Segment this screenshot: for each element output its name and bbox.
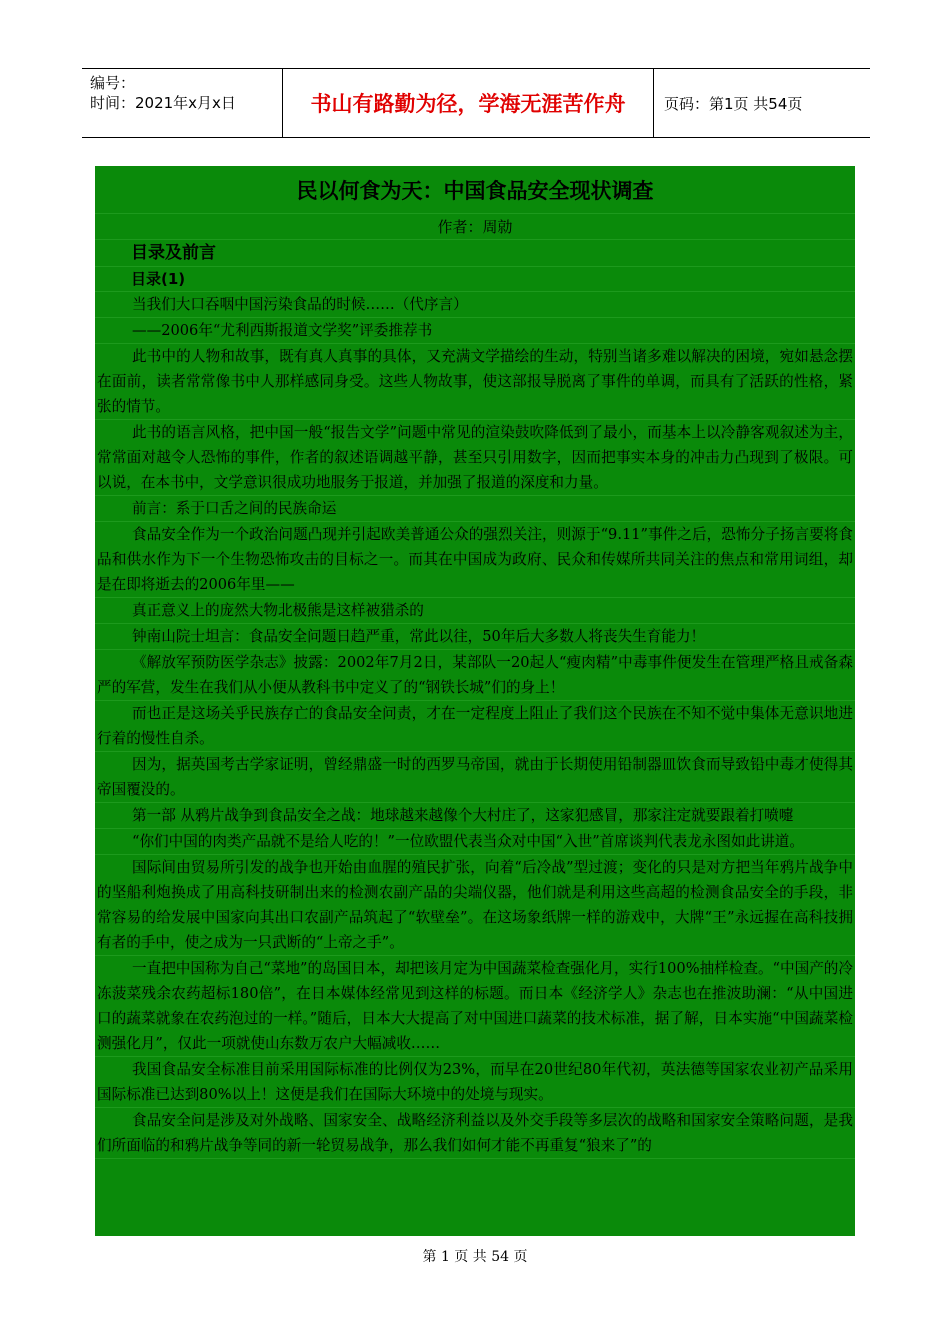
paragraph: 食品安全问是涉及对外战略、国家安全、战略经济利益以及外交手段等多层次的战略和国家安全策略问题，是我们所面临的和鸦片战争等同的新一轮贸易战争，那么我们如何才能不再重复“狼来了”的	[95, 1108, 855, 1159]
page-footer: 第 1 页 共 54 页	[422, 1249, 528, 1265]
paragraph: 钟南山院士坦言：食品安全问题日趋严重，常此以往，50年后大多数人将丧失生育能力！	[95, 624, 855, 650]
paragraph: “你们中国的肉类产品就不是给人吃的！”一位欧盟代表当众对中国“入世”首席谈判代表龙永图如此讲道。	[95, 829, 855, 855]
paragraph: 此书中的人物和故事，既有真人真事的具体，又充满文学描绘的生动，特别当诸多难以解决的困境，宛如悬念摆在面前，读者常常像书中人那样感同身受。这些人物故事，使这部报导脱离了事件的单调，而具有了活跃的性格，紧张的情节。	[95, 344, 855, 420]
paragraph: 国际间由贸易所引发的战争也开始由血腥的殖民扩张，向着“后冷战”型过渡；变化的只是对方把当年鸦片战争中的坚船利炮换成了用高科技研制出来的检测农副产品的尖端仪器，他们就是利用这些高超的检测食品安全的手段，非常容易的给发展中国家向其出口农副产品筑起了“软壁垒”。在这场象纸牌一样的游戏中，大牌“王”永远握在高科技拥有者的手中，使之成为一只武断的“上帝之手”。	[95, 855, 855, 956]
section-heading: 目录及前言	[95, 240, 855, 267]
paragraph: 食品安全作为一个政治问题凸现并引起欧美普通公众的强烈关注，则源于“9.11”事件之后，恐怖分子扬言要将食品和供水作为下一个生物恐怖攻击的目标之一。而其在中国成为政府、民众和传媒所共同关注的焦点和常用词组，却是在即将逝去的2006年里——	[95, 522, 855, 598]
header-page-number: 页码：第1页 共54页	[664, 94, 803, 113]
document-number-label: 编号：	[90, 74, 136, 92]
paragraph: 一直把中国称为自己“菜地”的岛国日本，却把该月定为中国蔬菜检查强化月，实行100%抽样检查。“中国产的冷冻菠菜残余农药超标180倍”，在日本媒体经常见到这样的标题。而日本《经济学人》杂志也在推波助澜：“从中国进口的蔬菜就象在农药泡过的一样。”随后，日本大大提高了对中国进口蔬菜的技术标准，据了解，日本实施“中国蔬菜检测强化月”，仅此一项就使山东数万农户大幅减收……	[95, 956, 855, 1057]
paragraph: ——2006年“尤利西斯报道文学奖”评委推荐书	[95, 318, 855, 344]
paragraph: 第一部 从鸦片战争到食品安全之战：地球越来越像个大村庄了，这家犯感冒，那家注定就要跟着打喷嚏	[95, 803, 855, 829]
paragraph: 前言：系于口舌之间的民族命运	[95, 496, 855, 522]
article-title: 民以何食为天：中国食品安全现状调查	[95, 166, 855, 214]
page-header	[82, 68, 870, 138]
article-author: 作者：周勍	[95, 214, 855, 240]
paragraph: 此书的语言风格，把中国一般“报告文学”问题中常见的渲染鼓吹降低到了最小，而基本上以冷静客观叙述为主，常常面对越令人恐怖的事件，作者的叙述语调越平静，甚至只引用数字，因而把事实本身的冲击力凸现到了极限。可以说，在本书中，文学意识很成功地服务于报道，并加强了报道的深度和力量。	[95, 420, 855, 496]
paragraph: 我国食品安全标准目前采用国际标准的比例仅为23%，而早在20世纪80年代初，英法德等国家农业初产品采用国际标准已达到80%以上！这便是我们在国际大环境中的处境与现实。	[95, 1057, 855, 1108]
paragraph: 而也正是这场关乎民族存亡的食品安全问责，才在一定程度上阻止了我们这个民族在不知不觉中集体无意识地进行着的慢性自杀。	[95, 701, 855, 752]
paragraph: 因为，据英国考古学家证明，曾经鼎盛一时的西罗马帝国，就由于长期使用铅制器皿饮食而导致铅中毒才使得其帝国覆没的。	[95, 752, 855, 803]
paragraph: 《解放军预防医学杂志》披露：2002年7月2日，某部队一20起人“瘦肉精”中毒事件便发生在管理严格且戒备森严的军营，发生在我们从小便从教科书中定义了的“钢铁长城”们的身上！	[95, 650, 855, 701]
document-date-label: 时间：2021年x月x日	[90, 94, 236, 112]
header-meta	[82, 69, 282, 137]
toc-heading: 目录(1)	[95, 267, 855, 292]
paragraph: 当我们大口吞咽中国污染食品的时候……（代序言）	[95, 292, 855, 318]
document-body	[95, 166, 855, 1236]
paragraph: 真正意义上的庞然大物北极熊是这样被猎杀的	[95, 598, 855, 624]
header-motto: 书山有路勤为径，学海无涯苦作舟	[282, 69, 654, 137]
